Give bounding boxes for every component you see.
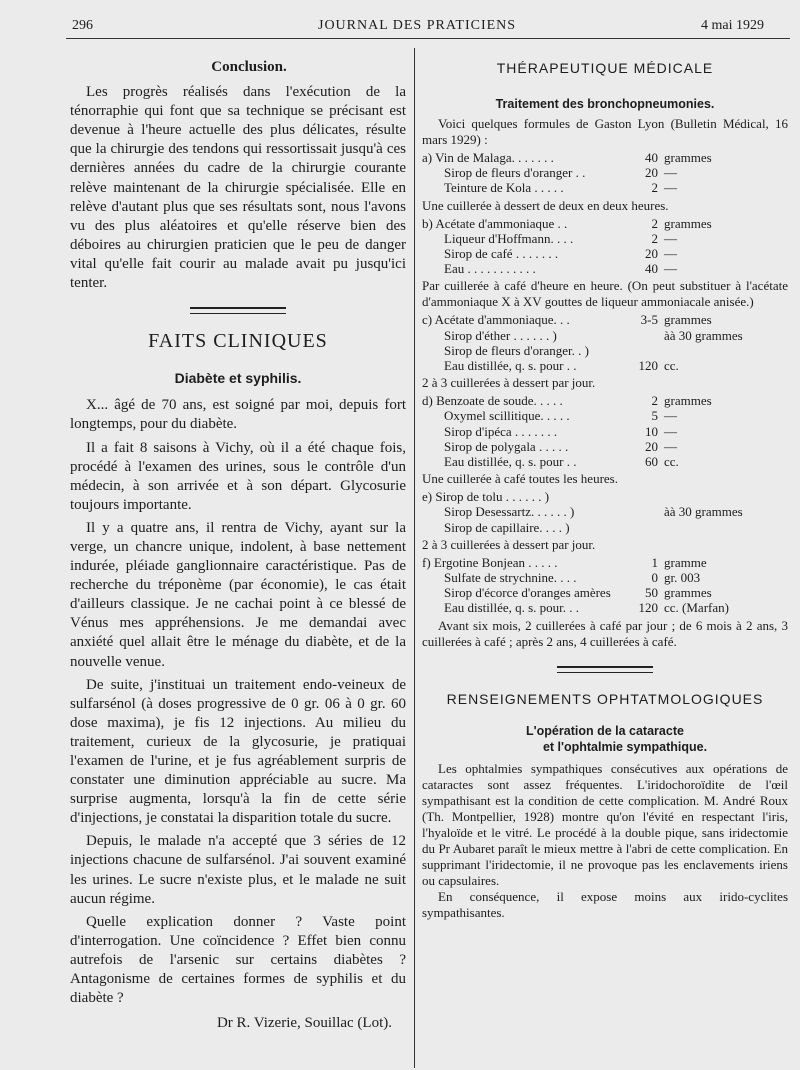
- formula-line: Sirop Desessartz. . . . . . ) àà 30 grammes: [444, 504, 743, 520]
- formula-line: Eau distillée, q. s. pour . . 60 cc.: [444, 454, 679, 470]
- formula-line: d) Benzoate de soude. . . . . 2 grammes: [422, 393, 712, 409]
- paragraph: En conséquence, il expose moins aux irido-cyclites sympathisantes.: [422, 888, 788, 920]
- formula-d: [422, 393, 788, 469]
- formula-line: Sirop de capillaire. . . . ): [444, 519, 570, 535]
- formula-line: Eau . . . . . . . . . . . 40 —: [444, 261, 677, 277]
- formula-line: b) Acétate d'ammoniaque . . 2 grammes: [422, 215, 712, 231]
- formula-line: Sirop d'ipéca . . . . . . . 10 —: [444, 423, 677, 439]
- formula-line: Teinture de Kola . . . . . 2 —: [444, 180, 677, 196]
- conclusion-text: Les progrès réalisés dans l'exécution de la ténorraphie qui font que sa technique se précisant est devenue à l'heure actuelle des plus délicates, résulte que la chirurgie des tendons qui ressortissait jusqu'à ces dernières années du cadre de la chirurgie courante relève maintenant de la chirurgie spécialisée. Elle en relève d'autant plus que ses résultats sont, nous l'avons vu des plus aléatoires et qu'elle réserve bien des déboires au chirurgien praticien que le peu de danger vital qu'elle fait courir au malade avait pu jusqu'ici tenter.: [70, 84, 406, 292]
- formula-line: Sirop de fleurs d'oranger . . 20 —: [444, 165, 677, 181]
- formula-note: Une cuillerée à café toutes les heures.: [422, 471, 618, 487]
- formula-line: Sirop de polygala . . . . . 20 —: [444, 438, 677, 454]
- formula-line: Liqueur d'Hoffmann. . . . 2 —: [444, 230, 677, 246]
- formula-note: Par cuillerée à café d'heure en heure. (On peut substituer à l'acétate d'ammoniaque X à XV gouttes de liqueur ammoniacale anisée.): [422, 278, 788, 310]
- header-rule: [66, 38, 790, 39]
- issue-date: 4 mai 1929: [701, 18, 764, 33]
- intro-text: Voici quelques formules de Gaston Lyon (Bulletin Médical, 16 mars 1929) :: [422, 116, 788, 147]
- formula-line: f) Ergotine Bonjean . . . . . 1 gramme: [422, 554, 707, 570]
- paragraph: X... âgé de 70 ans, est soigné par moi, depuis fort longtemps, pour du diabète.: [70, 397, 406, 433]
- formula-b: [422, 216, 788, 277]
- formula-line: Eau distillée, q. s. pour . . 120 cc.: [444, 358, 679, 374]
- paragraph: Les ophtalmies sympathiques consécutives aux opérations de cataractes sont assez fréquentes. L'iridochoroïdite de l'œil sympathisant est la condition de cette complication. M. André Roux (Th. Montpellier, 1928) montre qu'on l'évité en respectant l'iris, l'hyaloïde et le vitré. Le procédé à la double pique, sans iridectomie du Pr Aubaret paraît le mieux mettre à l'abri de cette complication. En supprimant l'iridectomie, il ne provoque pas les enclavements iriens ou capsulaires.: [422, 760, 788, 888]
- formula-note: Une cuillerée à dessert de deux en deux heures.: [422, 197, 669, 213]
- column-divider: [414, 48, 415, 1068]
- section-separator: [190, 307, 286, 314]
- formula-line: Oxymel scillitique. . . . . 5 —: [444, 408, 677, 424]
- formula-note: 2 à 3 cuillerées à dessert par jour.: [422, 536, 596, 552]
- paragraph: Depuis, le malade n'a accepté que 3 séries de 12 injections chacune de sulfarsénol. J'ai souvent examiné les urines. Le sucre n'existe plus, et le malade ne suit aucun régime.: [70, 833, 406, 907]
- formula-line: c) Acétate d'ammoniaque. . . 3-5 grammes: [422, 312, 712, 328]
- formula-note: Avant six mois, 2 cuillerées à café par jour ; de 6 mois à 2 ans, 3 cuillerées à café ; après 2 ans, 4 cuillerées à café.: [422, 617, 788, 649]
- formula-line: Sirop d'éther . . . . . . ) àà 30 grammes: [444, 327, 743, 343]
- paragraph: Quelle explication donner ? Vaste point d'interrogation. Une coïncidence ? Effet bien connu autrefois de l'arsenic sur certains diabètes ? Antagonisme de certaines formes de syphilis et du diabète ?: [70, 913, 406, 1007]
- formula-line: Sirop de fleurs d'oranger. . ): [444, 342, 589, 358]
- signature: Dr R. Vizerie, Souillac (Lot).: [216, 1015, 392, 1032]
- formula-line: Sirop d'écorce d'oranges amères 50 grammes: [444, 585, 712, 601]
- subsection-title-line2: et l'ophtalmie sympathique.: [542, 739, 708, 754]
- formula-c: [422, 312, 788, 373]
- formula-a: [422, 150, 788, 196]
- formula-line: Sirop de café . . . . . . . 20 —: [444, 246, 677, 262]
- formula-f: [422, 555, 788, 616]
- conclusion-title: Conclusion.: [211, 59, 287, 75]
- journal-title: JOURNAL DES PRATICIENS: [318, 18, 517, 33]
- subsection-title-line1: L'opération de la cataracte: [526, 723, 684, 738]
- page-header: [64, 14, 764, 36]
- right-column: [422, 60, 788, 921]
- formula-line: Eau distillée, q. s. pour. . . 120 cc. (Marfan): [444, 600, 729, 616]
- formula-line: Sulfate de strychnine. . . . 0 gr. 003: [444, 570, 701, 586]
- section-title-ophtalmologiques: RENSEIGNEMENTS OPHTATMOLOGIQUES: [446, 690, 764, 707]
- formula-e: [422, 489, 788, 535]
- section-separator: [557, 666, 653, 673]
- case-title: Diabète et syphilis.: [174, 370, 302, 387]
- paragraph: De suite, j'instituai un traitement endo-veineux de sulfarsénol (à doses progressive de 0 gr. 06 à 0 gr. 60 dose maxima), je fis 12 injections. Au milieu du traitement, curieux de la glycosurie, je pratiquai l'examen de l'urine, et je fus agréablement surpris de constater une diminution appréciable au sucre. Ma surprise augmenta, lorsqu'à la fin de cette série d'injections, je constatai la disparition totale du sucre.: [70, 676, 406, 827]
- page-number: 296: [72, 18, 93, 33]
- paragraph: Il a fait 8 saisons à Vichy, où il a été chaque fois, procédé à l'examen des urines, sous le contrôle d'un médecin, à son arrivée et à son départ. Glycosurie toujours importante.: [70, 439, 406, 513]
- left-column: [70, 58, 406, 1033]
- section-title-faits-cliniques: FAITS CLINIQUES: [148, 330, 328, 353]
- formula-line: e) Sirop de tolu . . . . . . ): [422, 489, 550, 505]
- formula-note: 2 à 3 cuillerées à dessert par jour.: [422, 375, 596, 391]
- formula-line: a) Vin de Malaga. . . . . . . 40 grammes: [422, 150, 712, 165]
- paragraph: Il y a quatre ans, il rentra de Vichy, ayant sur la verge, un chancre unique, indolent, à base nettement indurée, pléiade ganglionnaire caractéristique. Pas de recherche du tréponème (par économie), le cas était d'ailleurs classique. Je ne cachai point à ce blessé de Vénus mes appréhensions. Je me demandai avec anxiété quel allait être le ménage du diabète, et de la nouvelle venue.: [70, 519, 406, 670]
- subsection-title: Traitement des bronchopneumonies.: [495, 97, 715, 111]
- section-title-therapeutique: THÉRAPEUTIQUE MÉDICALE: [496, 60, 714, 76]
